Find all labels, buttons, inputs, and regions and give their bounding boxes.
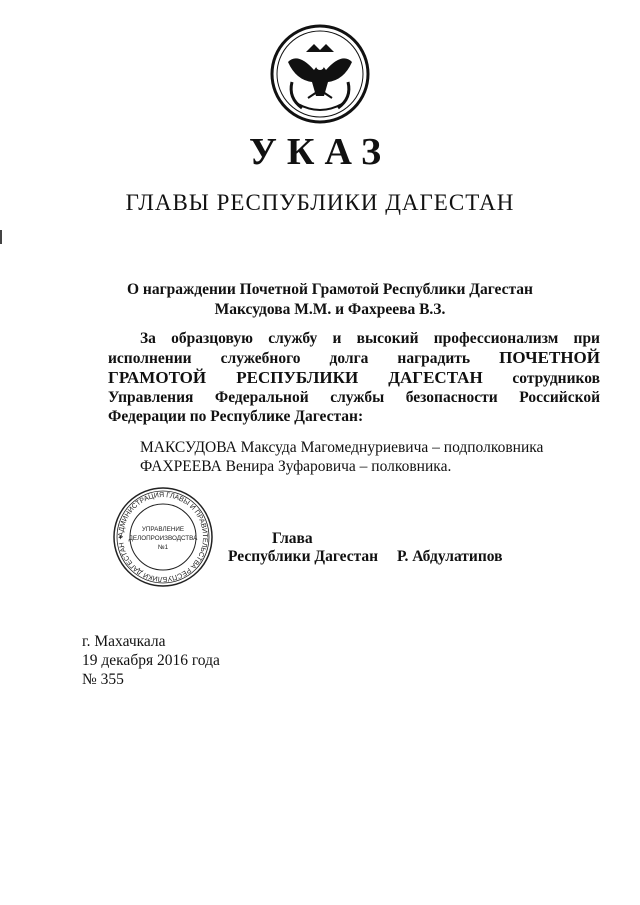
decree-content [0, 280, 640, 689]
decree-number: № 355 [82, 671, 124, 688]
subject-line-2: Максудова М.М. и Фахреева В.З. [214, 301, 446, 318]
body-text-2: сотрудников Управления Федеральной службы безопасности Российской Федерации по Республике Дагестан: [108, 370, 600, 425]
signatory-name: Р. Абдулатипов [397, 548, 503, 565]
signature-title-2: Республики Дагестан [228, 548, 379, 565]
official-seal [112, 486, 214, 588]
dagestan-coat-of-arms-icon [268, 22, 372, 126]
body-text-1: За образцовую службу и высокий профессионализм при исполнении служебного долга наградить [108, 330, 600, 367]
signature-block [0, 486, 640, 596]
seal-line-2: ДЕЛОПРОИЗВОДСТВА [128, 535, 198, 542]
scan-edge-mark [0, 230, 2, 244]
awardee-list [140, 438, 640, 476]
body-emphasis: ПОЧЕТНОЙ ГРАМОТОЙ РЕСПУБЛИКИ ДАГЕСТАН [108, 348, 600, 387]
document-subtitle: ГЛАВЫ РЕСПУБЛИКИ ДАГЕСТАН [125, 190, 515, 215]
document-title: УКАЗ [249, 131, 391, 173]
seal-line-3: №1 [157, 544, 169, 551]
subject-line-1: О награждении Почетной Грамотой Республики Дагестан [127, 281, 533, 298]
place: г. Махачкала [82, 633, 166, 650]
seal-ring-text: АДМИНИСТРАЦИЯ ГЛАВЫ И ПРАВИТЕЛЬСТВА РЕСПУБЛИКИ ДАГЕСТАН ✦ [117, 491, 209, 583]
awardee-2: ФАХРЕЕВА Венира Зуфаровича – полковника. [140, 458, 452, 475]
signature-title-1: Глава [272, 530, 313, 547]
seal-line-1: УПРАВЛЕНИЕ [141, 526, 185, 533]
decree-body [108, 329, 600, 426]
date: 19 декабря 2016 года [82, 652, 220, 669]
decree-footer [82, 632, 640, 689]
awardee-1: МАКСУДОВА Максуда Магомеднуриевича – подполковника [140, 439, 544, 456]
